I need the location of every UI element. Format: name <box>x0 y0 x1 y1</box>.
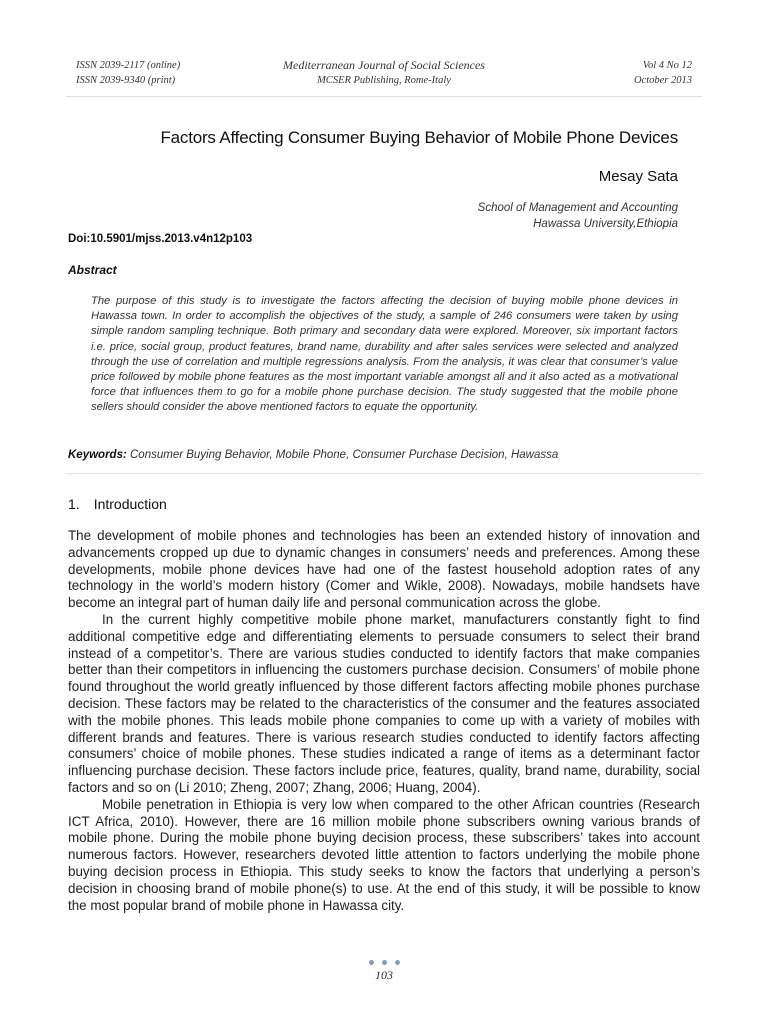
journal-name: Mediterranean Journal of Social Sciences <box>283 58 485 72</box>
issue-date: October 2013 <box>633 75 692 86</box>
page-header <box>76 58 692 94</box>
keywords-divider <box>66 473 702 474</box>
paragraph-3: Mobile penetration in Ethiopia is very low when compared to the other African countries (Research ICT Africa, 2010). However, there are 16 million mobile phone subscribers owning various brands of mobile phone. During the mobile phone buying decision process, these subscribers’ takes into account numerous factors. However, researchers devoted little attention to factors underlying the mobile phone buying decision process in Ethiopia. This study seeks to know the factors that underlying a person’s decision in choosing brand of mobile phone(s) to use. At the end of this study, it will be possible to know the most popular brand of mobile phone in Hawassa city. <box>68 796 700 913</box>
author-name: Mesay Sata <box>598 168 678 185</box>
volume-block <box>634 58 692 88</box>
section-heading <box>68 496 167 512</box>
section-number: 1. <box>68 496 80 512</box>
abstract-text: The purpose of this study is to investigate the factors affecting the decision of buying mobile phone devices in Hawassa town. In order to accomplish the objectives of the study, a sample of 246 consumers were taken by using simple random sampling technique. Both primary and secondary data were explored. Moreover, six important factors i.e. price, social group, product features, brand name, durability and after sales services were selected and analyzed through the use of correlation and multiple regressions analysis. From the analysis, it was clear that consumer’s value price followed by mobile phone features as the most important variable amongst all and it also acted as a motivational force that influences them to go for a mobile phone purchase decision. The study suggested that the mobile phone sellers should consider the above mentioned factors to equate the opportunity. <box>91 295 678 414</box>
dot-2 <box>382 960 387 965</box>
introduction-body <box>68 528 700 914</box>
keywords <box>68 449 558 461</box>
volume: Vol 4 No 12 <box>642 60 692 71</box>
page-dots-ornament <box>367 959 403 967</box>
abstract-heading: Abstract <box>68 263 117 277</box>
affiliation-line-1: School of Management and Accounting <box>477 202 678 214</box>
dot-1 <box>369 960 374 965</box>
issn-print: ISSN 2039-9340 (print) <box>76 75 176 86</box>
paragraph-2: In the current highly competitive mobile phone market, manufacturers constantly fight to find additional competitive edge and differentiating elements to persuade consumers to select their brand instead of a competitor’s. There are various studies conducted to identify factors that make companies better than their competitors in influencing the customers purchase decision. Consumers’ of mobile phone found throughout the world greatly influenced by those different factors affecting mobile phones purchase decision. These factors may be related to the characteristics of the consumer and the features associated with the mobile phones. This leads mobile phone companies to come up with a variety of mobiles with different brands and features. There is various research studies conducted to identify factors affecting consumers’ choice of mobile phones. These studies indicated a range of items as a determinant factor influencing purchase decision. These factors include price, features, quality, brand name, durability, social factors and so on (Li 2010; Zheng, 2007; Zhang, 2006; Huang, 2004). <box>68 611 700 795</box>
publisher: MCSER Publishing, Rome-Italy <box>317 75 451 86</box>
journal-block <box>76 58 692 88</box>
keywords-text: Consumer Buying Behavior, Mobile Phone, Consumer Purchase Decision, Hawassa <box>130 449 559 461</box>
paragraph-1: The development of mobile phones and technologies has been an extended history of innovation and advancements cropped up due to dynamic changes in consumers’ needs and preferences. Among these developments, mobile phone devices have had one of the fastest household adoption rates of any technology in the world’s modern history (Comer and Wikle, 2008). Nowadays, mobile handsets have become an integral part of human daily life and personal communication across the globe. <box>68 528 700 611</box>
doi: Doi:10.5901/mjss.2013.v4n12p103 <box>68 233 253 245</box>
page-number: 103 <box>375 968 393 982</box>
paper-title: Factors Affecting Consumer Buying Behavior of Mobile Phone Devices <box>160 128 678 147</box>
affiliation-line-2: Hawassa University,Ethiopia <box>533 218 678 230</box>
issn-online: ISSN 2039-2117 (online) <box>76 60 181 71</box>
keywords-label: Keywords: <box>68 449 127 461</box>
section-title: Introduction <box>93 496 167 512</box>
affiliation <box>478 200 678 232</box>
dot-3 <box>395 960 400 965</box>
header-divider <box>66 96 702 97</box>
